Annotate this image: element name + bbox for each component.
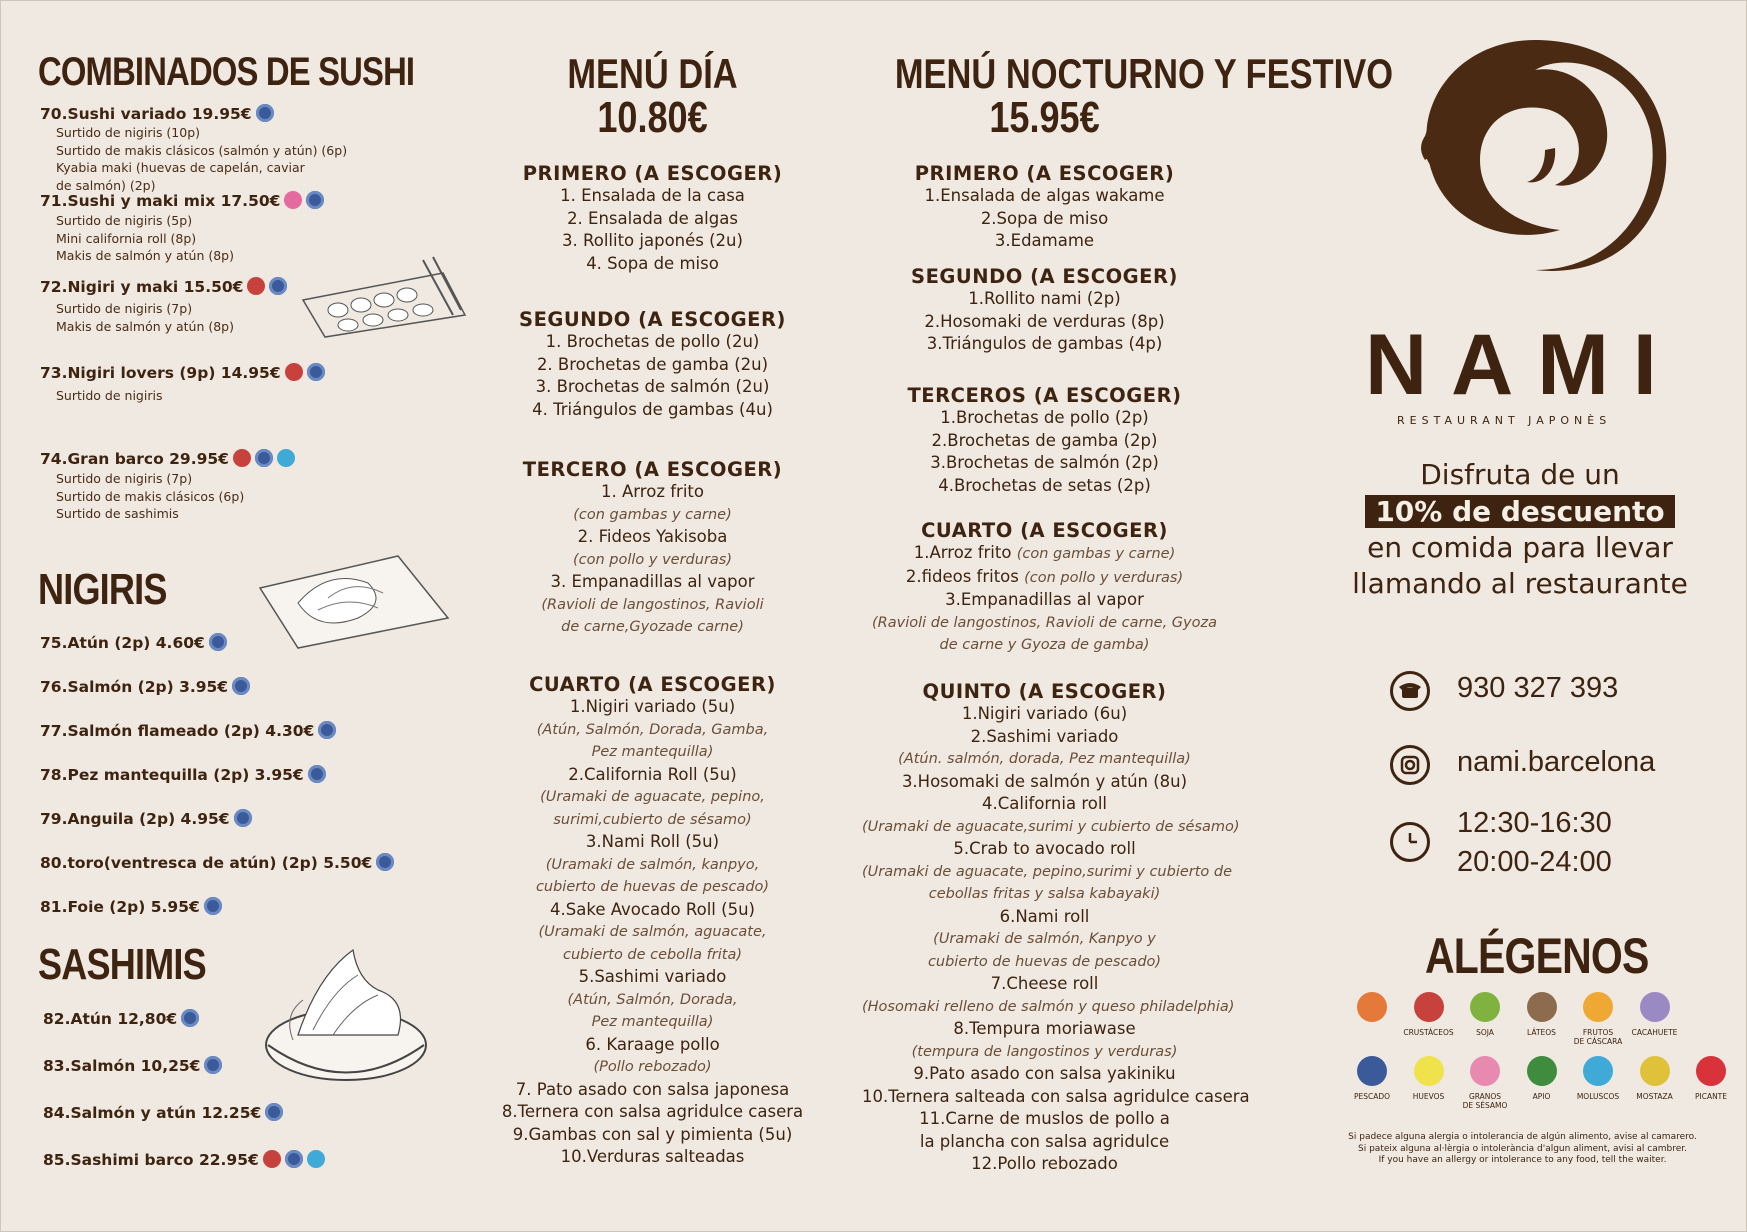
item-description: Surtido de nigiris (7p) Surtido de makis clásicos (6p) Surtido de sashimis [56, 471, 245, 521]
fish-allergen-icon [269, 277, 287, 295]
mustard-icon [1640, 1056, 1670, 1086]
nigiris-title: NIGIRIS [38, 565, 167, 614]
menu-nocturno-quinto: QUINTO (A ESCOGER) 1.Nigiri variado (6u) 2.Sashimi variado (Atún. salmón, dorada, Pez mantequilla) 3.Hosomaki de salmón y atún (8u) 4.California roll (Uramaki de aguacate,surimi y cubierto de sésamo) 5.Crab to avocado roll (Uramaki de aguacate, pepino,surimi y cubierto de cebollas fritas y salsa kabayaki) 6.Nami roll (Uramaki de salmón, Kanpyo y cubierto de huevas de pescado) 7.Cheese roll (Hosomaki relleno de salmón y queso philadelphia) 8.Tempura moriawase (tempura de langostinos y verduras) 9.Pato asado con salsa yakiniku 10.Ternera salteada con salsa agridulce casera 11.Carne de muslos de pollo a la plancha con salsa agridulce 12.Pollo rebozado [862, 680, 1250, 1173]
menu-item: 77.Salmón flameado (2p) 4.30€ [40, 721, 336, 740]
fish-allergen-icon [285, 1150, 303, 1168]
allergen-label: SOJA [1476, 1028, 1494, 1037]
fish-allergen-icon [234, 809, 252, 827]
promo-block: Disfruta de un 10% de descuento en comida para llevar llamando al restaurante [1352, 458, 1688, 600]
crustaceans-allergen-icon [233, 449, 251, 467]
phone-number[interactable]: 930 327 393 [1457, 672, 1619, 704]
item-description: Surtido de nigiris (7p) Makis de salmón y atún (8p) [56, 301, 234, 334]
fish-allergen-icon [265, 1103, 283, 1121]
menu-item: 74.Gran barco 29.95€ [40, 449, 295, 468]
menu-item: 82.Atún 12,80€ [43, 1009, 199, 1028]
menu-item: 85.Sashimi barco 22.95€ [43, 1150, 325, 1169]
menu-item: 71.Sushi y maki mix 17.50€ [40, 191, 324, 210]
menu-item: 75.Atún (2p) 4.60€ [40, 633, 227, 652]
celery-icon [1527, 1056, 1557, 1086]
dairy-icon [1527, 992, 1557, 1022]
allergen-label: GRANOS DE SÉSAMO [1462, 1092, 1508, 1110]
menu-dia-title: MENÚ DÍA [567, 50, 738, 97]
hours-dinner: 20:00-24:00 [1457, 846, 1612, 878]
menu-dia-primero: PRIMERO (A ESCOGER) 1. Ensalada de la casa 2. Ensalada de algas 3. Rollito japonés (2u) 4. Sopa de miso [522, 162, 783, 273]
nigiri-plate-illustration [248, 548, 458, 658]
menu-dia-price: 10.80€ [597, 93, 708, 142]
clock-icon [1390, 822, 1430, 862]
menu-dia-segundo: SEGUNDO (A ESCOGER) 1. Brochetas de pollo (2u) 2. Brochetas de gamba (2u) 3. Brochetas de salmón (2u) 4. Triángulos de gambas (4u) [519, 308, 786, 419]
brand-subtitle: RESTAURANT JAPONÈS [1397, 414, 1612, 427]
allergen-disclaimer: Si padece alguna alergia o intolerancia de algún alimento, avise al camarero. Si pateix alguna al·lèrgia o intolerància d'algun aliment, avisi al cambrer. If you have an allergy or intolerance to any food, tell the waiter. [1348, 1132, 1697, 1165]
egg-icon [1414, 1056, 1444, 1086]
allergens-title: ALÉGENOS [1425, 928, 1649, 984]
menu-item: 76.Salmón (2p) 3.95€ [40, 677, 250, 696]
fish-icon [1357, 1056, 1387, 1086]
fish-allergen-icon [307, 363, 325, 381]
menu-nocturno-tercero: TERCEROS (A ESCOGER) 1.Brochetas de pollo (2p) 2.Brochetas de gamba (2p) 3.Brochetas de salmón (2p) 4.Brochetas de setas (2p) [907, 384, 1182, 495]
fish-allergen-icon [376, 853, 394, 871]
phone-icon [1390, 671, 1430, 711]
item-description: Surtido de nigiris (10p) Surtido de makis clásicos (salmón y atún) (6p) Kyabia maki (huevas de capelán, caviar de salmón) (2p) [56, 125, 348, 193]
allergen-label: FRUTOS DE CÁSCARA [1573, 1028, 1623, 1046]
fish-allergen-icon [306, 191, 324, 209]
fish-allergen-icon [204, 1056, 222, 1074]
allergen-label: HUEVOS [1412, 1092, 1445, 1101]
menu-item: 78.Pez mantequilla (2p) 3.95€ [40, 765, 326, 784]
menu-item: 73.Nigiri lovers (9p) 14.95€ [40, 363, 325, 382]
fish-allergen-icon [256, 104, 274, 122]
menu-item: 79.Anguila (2p) 4.95€ [40, 809, 252, 828]
menu-nocturno-primero: PRIMERO (A ESCOGER) 1.Ensalada de algas wakame 2.Sopa de miso 3.Edamame [914, 162, 1175, 250]
molluscs-allergen-icon [307, 1150, 325, 1168]
fish-allergen-icon [318, 721, 336, 739]
menu-dia-tercero: TERCERO (A ESCOGER) 1. Arroz frito (con gambas y carne) 2. Fideos Yakisoba (con pollo y verduras) 3. Empanadillas al vapor (Ravioli de langostinos, Ravioli de carne,Gyozade carne) [522, 458, 783, 635]
hours-lunch: 12:30-16:30 [1457, 807, 1612, 839]
egg-allergen-icon [284, 191, 302, 209]
menu-item: 83.Salmón 10,25€ [43, 1056, 222, 1075]
allergen-label: PESCADO [1353, 1092, 1391, 1101]
item-description: Surtido de nigiris [56, 388, 163, 403]
menu-item: 81.Foie (2p) 5.95€ [40, 897, 222, 916]
fish-allergen-icon [232, 677, 250, 695]
crustaceans-icon [1414, 992, 1444, 1022]
sesame-icon [1470, 1056, 1500, 1086]
allergen-label: MOLUSCOS [1576, 1092, 1620, 1101]
nami-wave-logo [1395, 30, 1675, 280]
allergen-label: LÁTEOS [1527, 1028, 1556, 1037]
allergen-label: MOSTAZA [1636, 1092, 1673, 1101]
crustaceans-allergen-icon [263, 1150, 281, 1168]
menu-item: 84.Salmón y atún 12.25€ [43, 1103, 283, 1122]
gluten-icon [1357, 992, 1387, 1022]
fish-allergen-icon [204, 897, 222, 915]
menu-nocturno-price: 15.95€ [989, 93, 1100, 142]
nuts-icon [1583, 992, 1613, 1022]
instagram-handle[interactable]: nami.barcelona [1457, 746, 1656, 778]
menu-nocturno-segundo: SEGUNDO (A ESCOGER) 1.Rollito nami (2p) 2.Hosomaki de verduras (8p) 3.Triángulos de gambas (4p) [911, 265, 1178, 353]
fish-allergen-icon [255, 449, 273, 467]
allergen-label: APIO [1532, 1092, 1551, 1101]
spicy-icon [1696, 1056, 1726, 1086]
menu-item: 70.Sushi variado 19.95€ [40, 104, 274, 123]
allergen-label: PICANTE [1694, 1092, 1728, 1101]
sushi-combos-title: COMBINADOS DE SUSHI [38, 50, 415, 94]
sashimi-bowl-illustration [238, 945, 453, 1095]
sashimis-title: SASHIMIS [38, 940, 206, 989]
crustaceans-allergen-icon [247, 277, 265, 295]
item-description: Surtido de nigiris (5p) Mini california roll (8p) Makis de salmón y atún (8p) [56, 213, 234, 263]
sushi-board-illustration [293, 255, 473, 340]
allergen-label: CACAHUETE [1631, 1028, 1678, 1037]
molluscs-icon [1583, 1056, 1613, 1086]
peanut-icon [1640, 992, 1670, 1022]
brand-name: NAMI [1365, 317, 1681, 413]
fish-allergen-icon [308, 765, 326, 783]
soy-icon [1470, 992, 1500, 1022]
molluscs-allergen-icon [277, 449, 295, 467]
menu-nocturno-title: MENÚ NOCTURNO Y FESTIVO [894, 50, 1394, 97]
crustaceans-allergen-icon [285, 363, 303, 381]
fish-allergen-icon [209, 633, 227, 651]
menu-nocturno-cuarto: CUARTO (A ESCOGER) 1.Arroz frito (con gambas y carne) 2.fideos fritos (con pollo y verduras) 3.Empanadillas al vapor (Ravioli de langostinos, Ravioli de carne, Gyoza de carne y Gyoza de gamba) [872, 519, 1217, 653]
menu-item: 72.Nigiri y maki 15.50€ [40, 277, 287, 296]
fish-allergen-icon [181, 1009, 199, 1027]
instagram-icon [1390, 745, 1430, 785]
allergen-label: CRUSTÁCEOS [1403, 1028, 1454, 1037]
menu-item: 80.toro(ventresca de atún) (2p) 5.50€ [40, 853, 394, 872]
menu-dia-cuarto: CUARTO (A ESCOGER) 1.Nigiri variado (5u) (Atún, Salmón, Dorada, Gamba, Pez mantequilla) 2.California Roll (5u) (Uramaki de aguacate, pepino, surimi,cubierto de sésamo) 3.Nami Roll (5u) (Uramaki de salmón, kanpyo, cubierto de huevas de pescado) 4.Sake Avocado Roll (5u) (Uramaki de salmón, aguacate, cubierto de cebolla frita) 5.Sashimi variado (Atún, Salmón, Dorada, Pez mantequilla) 6. Karaage pollo (Pollo rebozado) 7. Pato asado con salsa japonesa 8.Ternera con salsa agridulce casera 9.Gambas con sal y pimienta (5u) 10.Verduras salteadas [501, 673, 804, 1166]
